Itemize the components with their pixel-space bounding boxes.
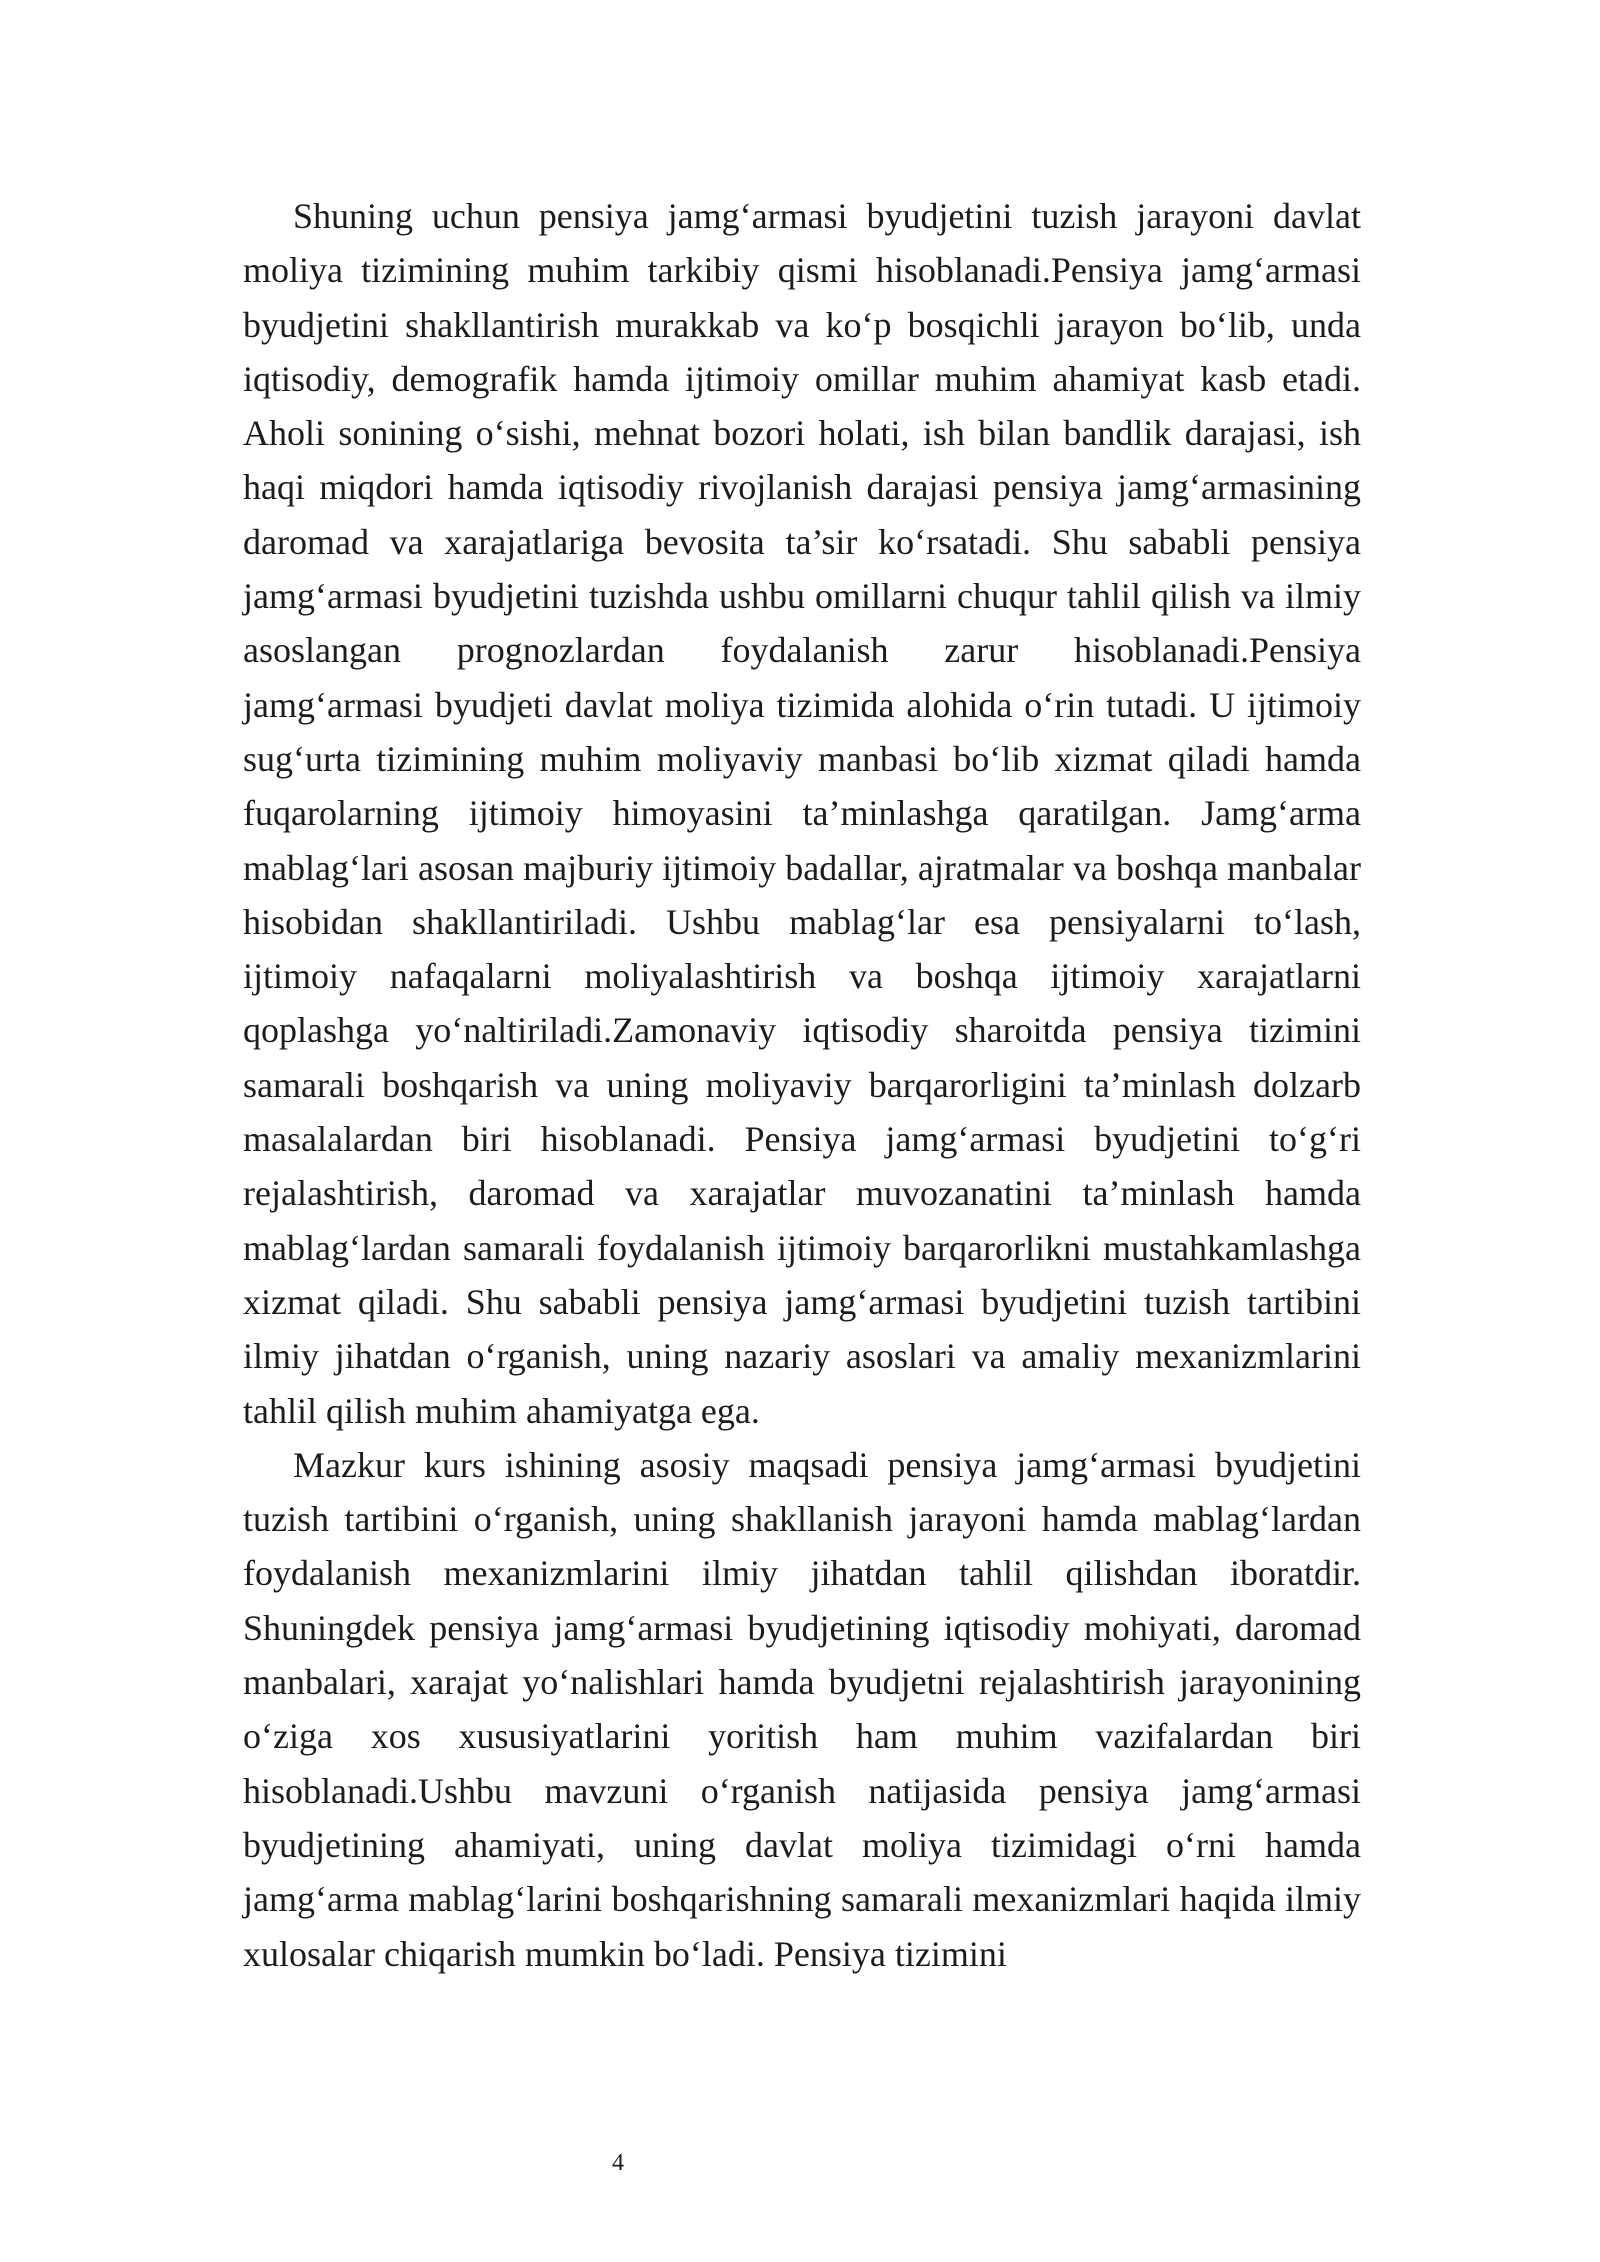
paragraph-1: Shuning uchun pensiya jamg‘armasi byudjetini tuzish jarayoni davlat moliya tizimining muhim tarkibiy qismi hisoblanadi.Pensiya jamg‘armasi byudjetini shakllantirish murakkab va ko‘p bosqichli jarayon bo‘lib, unda iqtisodiy, demografik hamda ijtimoiy omillar muhim ahamiyat kasb etadi. Aholi sonining o‘sishi, mehnat bozori holati, ish bilan bandlik darajasi, ish haqi miqdori hamda iqtisodiy rivojlanish darajasi pensiya jamg‘armasining daromad va xarajatlariga bevosita ta’sir ko‘rsatadi. Shu sababli pensiya jamg‘armasi byudjetini tuzishda ushbu omillarni chuqur tahlil qilish va ilmiy asoslangan prognozlardan foydalanish zarur hisoblanadi.Pensiya jamg‘armasi byudjeti davlat moliya tizimida alohida o‘rin tutadi. U ijtimoiy sug‘urta tizimining muhim moliyaviy manbasi bo‘lib xizmat qiladi hamda fuqarolarning ijtimoiy himoyasini ta’minlashga qaratilgan. Jamg‘arma mablag‘lari asosan majburiy ijtimoiy badallar, ajratmalar va boshqa manbalar hisobidan shakllantiriladi. Ushbu mablag‘lar esa pensiyalarni to‘lash, ijtimoiy nafaqalarni moliyalashtirish va boshqa ijtimoiy xarajatlarni qoplashga yo‘naltiriladi.Zamonaviy iqtisodiy sharoitda pensiya tizimini samarali boshqarish va uning moliyaviy barqarorligini ta’minlash dolzarb masalalardan biri hisoblanadi. Pensiya jamg‘armasi byudjetini to‘g‘ri rejalashtirish, daromad va xarajatlar muvozanatini ta’minlash hamda mablag‘lardan samarali foydalanish ijtimoiy barqarorlikni mustahkamlashga xizmat qiladi. Shu sababli pensiya jamg‘armasi byudjetini tuzish tartibini ilmiy jihatdan o‘rganish, uning nazariy asoslari va amaliy mexanizmlarini tahlil qilish muhim ahamiyatga ega. bbox=[243, 196, 1361, 1431]
body-text bbox=[243, 189, 1361, 1981]
page-number: 4 bbox=[612, 2150, 624, 2176]
paragraph-2: Mazkur kurs ishining asosiy maqsadi pensiya jamg‘armasi byudjetini tuzish tartibini o‘rganish, uning shakllanish jarayoni hamda mablag‘lardan foydalanish mexanizmlarini ilmiy jihatdan tahlil qilishdan iboratdir. Shuningdek pensiya jamg‘armasi byudjetining iqtisodiy mohiyati, daromad manbalari, xarajat yo‘nalishlari hamda byudjetni rejalashtirish jarayonining o‘ziga xos xususiyatlarini yoritish ham muhim vazifalardan biri hisoblanadi.Ushbu mavzuni o‘rganish natijasida pensiya jamg‘armasi byudjetining ahamiyati, uning davlat moliya tizimidagi o‘rni hamda jamg‘arma mablag‘larini boshqarishning samarali mexanizmlari haqida ilmiy xulosalar chiqarish mumkin bo‘ladi. Pensiya tizimini bbox=[243, 1444, 1361, 1974]
